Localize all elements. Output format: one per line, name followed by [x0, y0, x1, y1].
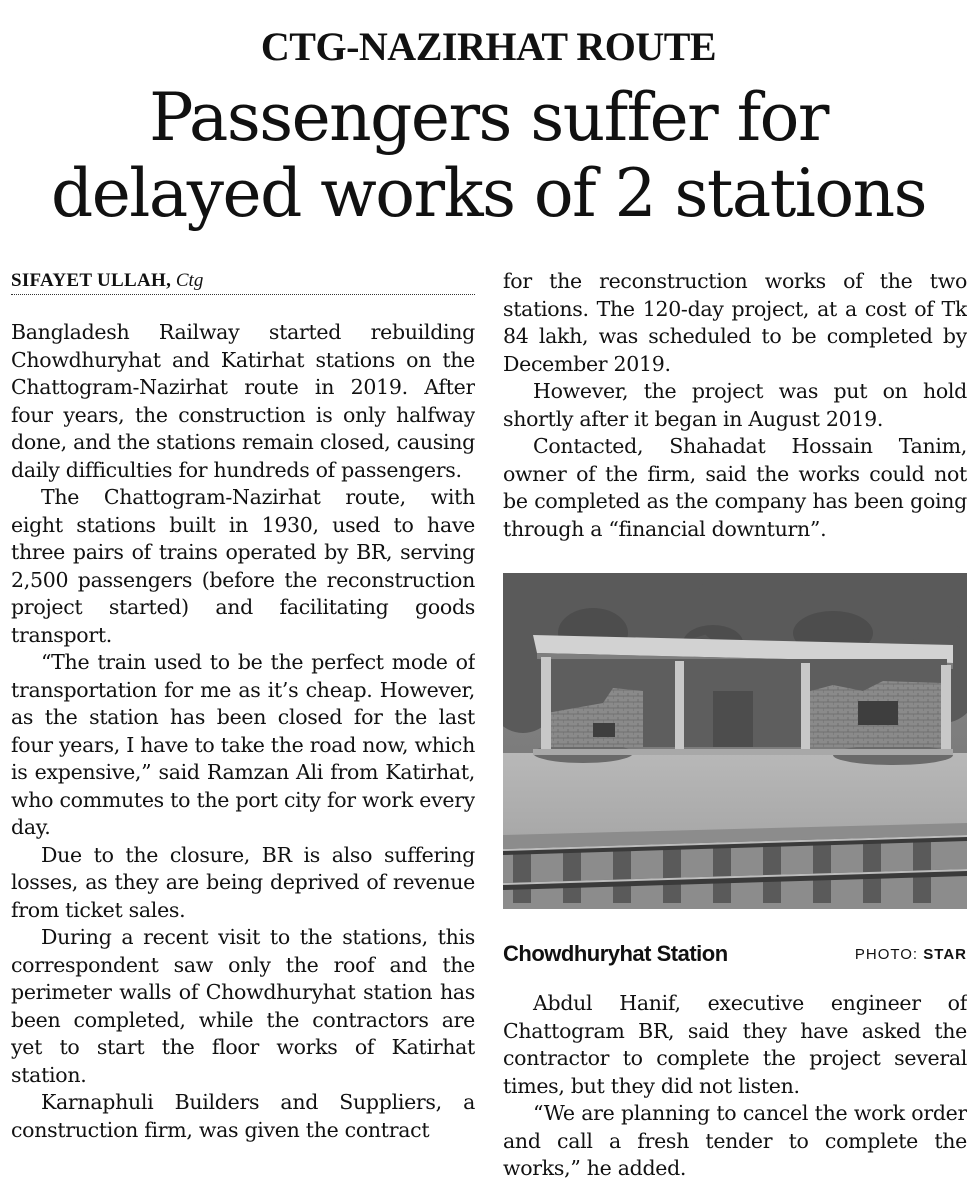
- article-column-2-top: [503, 268, 967, 558]
- paragraph: The Chattogram-Nazirhat route, with eight stations built in 1930, used to have three pairs of trains operated by BR, serving 2,500 passengers (before the reconstruction project started) and facilitating goods transport.: [11, 485, 475, 647]
- station-photo: [503, 573, 967, 909]
- paragraph: “We are planning to cancel the work order and call a fresh tender to complete the works,” he added.: [503, 1101, 967, 1180]
- headline: [0, 80, 977, 232]
- article-column-1: [11, 319, 475, 1189]
- paragraph: for the reconstruction works of the two stations. The 120-day project, at a cost of Tk 84 lakh, was scheduled to be completed by December 2019.: [503, 269, 967, 376]
- paragraph: Bangladesh Railway started rebuilding Chowdhuryhat and Katirhat stations on the Chattogram-Nazirhat route in 2019. After four years, the construction is only halfway done, and the stations remain closed, causing daily difficulties for hundreds of passengers.: [11, 320, 475, 482]
- caption-label: Chowdhuryhat Station: [503, 941, 728, 966]
- kicker: CTG-NAZIRHAT ROUTE: [260, 24, 717, 69]
- photo-caption: [503, 940, 967, 968]
- paragraph: Due to the closure, BR is also suffering losses, as they are being deprived of revenue from ticket sales.: [11, 842, 475, 922]
- headline-line-1: Passengers suffer for: [149, 79, 828, 156]
- byline-location: Ctg: [175, 270, 204, 291]
- paragraph: “The train used to be the perfect mode of transportation for me as it’s cheap. However, as the station has been closed for the last four years, I have to take the road now, which is expensive,” said Ramzan Ali from Katirhat, who commutes to the port city for work every day.: [11, 650, 475, 839]
- byline-author: SIFAYET ULLAH,: [11, 270, 172, 291]
- station-photo-image: [503, 573, 967, 909]
- paragraph: However, the project was put on hold shortly after it began in August 2019.: [503, 379, 967, 431]
- headline-line-2: delayed works of 2 stations: [50, 155, 927, 232]
- article-column-2-bottom: [503, 990, 967, 1190]
- paragraph: Abdul Hanif, executive engineer of Chattogram BR, said they have asked the contractor to complete the project several times, but they did not listen.: [503, 991, 967, 1098]
- photo-credit-source: STAR: [923, 946, 967, 963]
- byline: [11, 268, 475, 295]
- photo-credit-prefix: PHOTO:: [854, 946, 924, 963]
- photo-credit: [855, 943, 967, 967]
- paragraph: Contacted, Shahadat Hossain Tanim, owner of the firm, said the works could not be completed as the company has been going through a “financial downturn”.: [503, 434, 967, 541]
- paragraph: Karnaphuli Builders and Suppliers, a construction firm, was given the contract: [11, 1090, 475, 1142]
- paragraph: During a recent visit to the stations, this correspondent saw only the roof and the perimeter walls of Chowdhuryhat station has been completed, while the contractors are yet to start the floor works of Katirhat station.: [11, 925, 475, 1087]
